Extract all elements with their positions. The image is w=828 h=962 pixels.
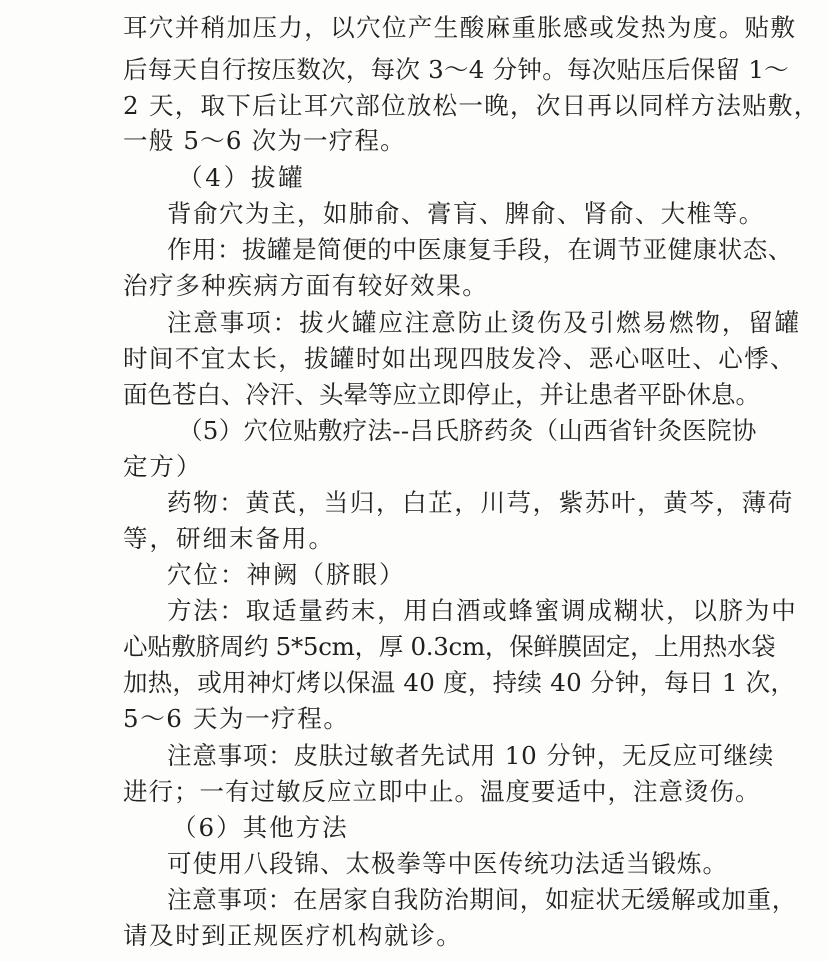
text-line: 穴位：神阙（脐眼） xyxy=(167,560,406,589)
text-line: 耳穴并稍加压力，以穴位产生酸麻重胀感或发热为度。贴敷 xyxy=(123,13,797,42)
text-line: 背俞穴为主，如肺俞、膏肓、脾俞、肾俞、大椎等。 xyxy=(167,199,765,228)
text-line: 可使用八段锦、太极拳等中医传统功法适当锻炼。 xyxy=(167,849,728,878)
text-line: 2 天，取下后让耳穴部位放松一晚，次日再以同样方法贴敷， xyxy=(123,91,820,120)
section-heading: （6）其他方法 xyxy=(172,813,349,842)
text-line: 药物：黄芪，当归，白芷，川芎，紫苏叶，黄芩，薄荷 xyxy=(167,488,794,517)
text-line: 5～6 天为一疗程。 xyxy=(123,704,350,733)
text-line: 进行；一有过敏反应立即中止。温度要适中，注意烫伤。 xyxy=(123,777,761,806)
text-line: 时间不宜太长，拔罐时如出现四肢发冷、恶心呕吐、心悸、 xyxy=(123,344,796,373)
text-line: 治疗多种疾病方面有较好效果。 xyxy=(123,271,489,300)
text-line: 等，研细末备用。 xyxy=(123,524,335,553)
text-line: 注意事项：在居家自我防治期间，如症状无缓解或加重， xyxy=(167,885,797,914)
text-line: 定方） xyxy=(123,452,203,481)
text-line: 请及时到正规医疗机构就诊。 xyxy=(123,921,463,950)
section-heading: （4）拔罐 xyxy=(178,163,306,192)
text-line: 注意事项：拔火罐应注意防止烫伤及引燃易燃物，留罐 xyxy=(167,308,802,337)
text-line: 作用：拔罐是简便的中医康复手段，在调节亚健康状态、 xyxy=(167,235,793,264)
text-line: 后每天自行按压数次，每次 3～4 分钟。每次贴压后保留 1～ xyxy=(123,55,789,84)
text-line: 方法：取适量药末，用白酒或蜂蜜调成糊状，以脐为中 xyxy=(167,596,798,625)
text-line: 一般 5～6 次为一疗程。 xyxy=(123,126,406,155)
text-line: 注意事项：皮肤过敏者先试用 10 分钟，无反应可继续 xyxy=(167,741,775,770)
text-line: 面色苍白、冷汗、头晕等应立即停止，并让患者平卧休息。 xyxy=(123,380,760,409)
text-line: 加热，或用神灯烤以保温 40 度，持续 40 分钟，每日 1 次， xyxy=(123,668,796,697)
text-line: 心贴敷脐周约 5*5cm，厚 0.3cm，保鲜膜固定，上用热水袋 xyxy=(123,632,776,661)
section-heading: （5）穴位贴敷疗法--吕氏脐药灸（山西省针灸医院协 xyxy=(178,416,757,445)
